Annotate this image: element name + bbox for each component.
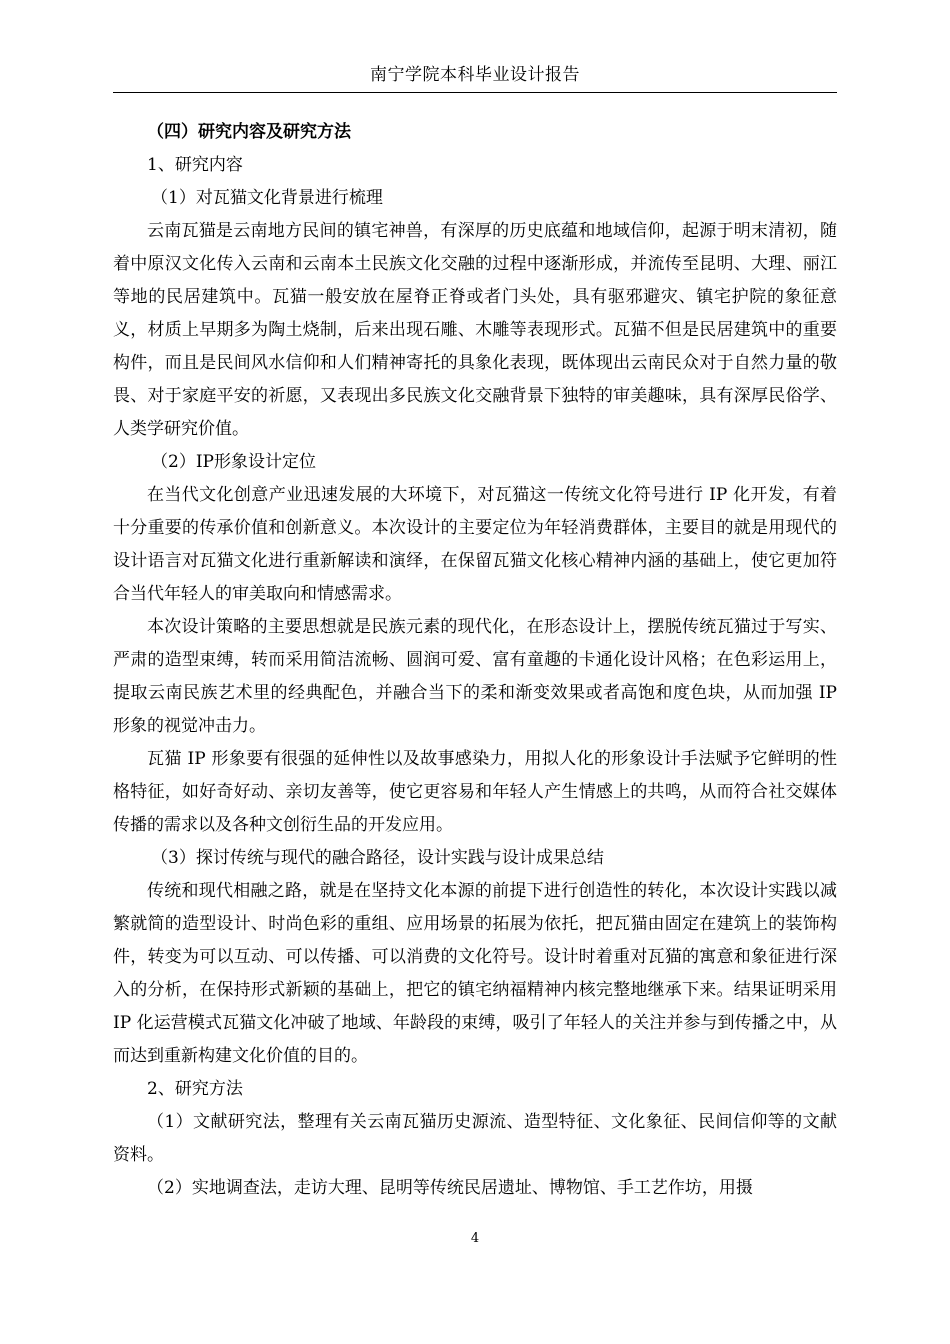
header-divider — [113, 92, 837, 93]
paragraph-fusion-path: 传统和现代相融之路，就是在坚持文化本源的前提下进行创造性的转化，本次设计实践以减繁就简的造型设计、时尚色彩的重组、应用场景的拓展为依托，把瓦猫由固定在建筑上的装饰构件，转变为可以互动、可以传播、可以消费的文化符号。设计时着重对瓦猫的寓意和象征进行深入的分析，在保持形式新颖的基础上，把它的镇宅纳福精神内核完整地继承下来。结果证明采用 IP 化运营模式瓦猫文化冲破了地域、年龄段的束缚，吸引了年轻人的关注并参与到传播之中，从而达到重新构建文化价值的目的。 — [113, 881, 837, 1066]
part-heading-research-content: 1、研究内容 — [147, 155, 243, 175]
method-literature-research: （1）文献研究法，整理有关云南瓦猫历史源流、造型特征、文化象征、民间信仰等的文献资料。 — [113, 1112, 837, 1165]
subheading-ip-positioning: （2）IP形象设计定位 — [151, 452, 316, 472]
paragraph-ip-positioning-1: 在当代文化创意产业迅速发展的大环境下，对瓦猫这一传统文化符号进行 IP 化开发，有着十分重要的传承价值和创新意义。本次设计的主要定位为年轻消费群体，主要目的就是用现代的设计语言对瓦猫文化进行重新解读和演绎，在保留瓦猫文化核心精神内涵的基础上，使它更加符合当代年轻人的审美取向和情感需求。 — [113, 485, 837, 604]
subheading-cultural-background: （1）对瓦猫文化背景进行梳理 — [151, 188, 383, 208]
subheading-fusion-path: （3）探讨传统与现代的融合路径，设计实践与设计成果总结 — [151, 848, 604, 868]
page-number: 4 — [470, 1231, 480, 1246]
running-header-title: 南宁学院本科毕业设计报告 — [370, 65, 580, 85]
method-field-investigation: （2）实地调查法，走访大理、昆明等传统民居遗址、博物馆、手工艺作坊，用摄 — [147, 1178, 753, 1198]
part-heading-research-methods: 2、研究方法 — [147, 1079, 243, 1099]
paragraph-cultural-background: 云南瓦猫是云南地方民间的镇宅神兽，有深厚的历史底蕴和地域信仰，起源于明末清初，随着中原汉文化传入云南和云南本土民族文化交融的过程中逐渐形成，并流传至昆明、大理、丽江等地的民居建筑中。瓦猫一般安放在屋脊正脊或者门头处，具有驱邪避灾、镇宅护院的象征意义，材质上早期多为陶土烧制，后来出现石雕、木雕等表现形式。瓦猫不但是民居建筑中的重要构件，而且是民间风水信仰和人们精神寄托的具象化表现，既体现出云南民众对于自然力量的敬畏、对于家庭平安的祈愿，又表现出多民族文化交融背景下独特的审美趣味，具有深厚民俗学、人类学研究价值。 — [113, 221, 837, 439]
section-heading: （四）研究内容及研究方法 — [147, 122, 351, 142]
page-body — [113, 116, 837, 1205]
paragraph-ip-positioning-3: 瓦猫 IP 形象要有很强的延伸性以及故事感染力，用拟人化的形象设计手法赋予它鲜明的性格特征，如好奇好动、亲切友善等，使它更容易和年轻人产生情感上的共鸣，从而符合社交媒体传播的需求以及各种文创衍生品的开发应用。 — [113, 749, 837, 835]
paragraph-ip-positioning-2: 本次设计策略的主要思想就是民族元素的现代化，在形态设计上，摆脱传统瓦猫过于写实、严肃的造型束缚，转而采用简洁流畅、圆润可爱、富有童趣的卡通化设计风格；在色彩运用上，提取云南民族艺术里的经典配色，并融合当下的柔和渐变效果或者高饱和度色块，从而加强 IP 形象的视觉冲击力。 — [113, 617, 837, 736]
